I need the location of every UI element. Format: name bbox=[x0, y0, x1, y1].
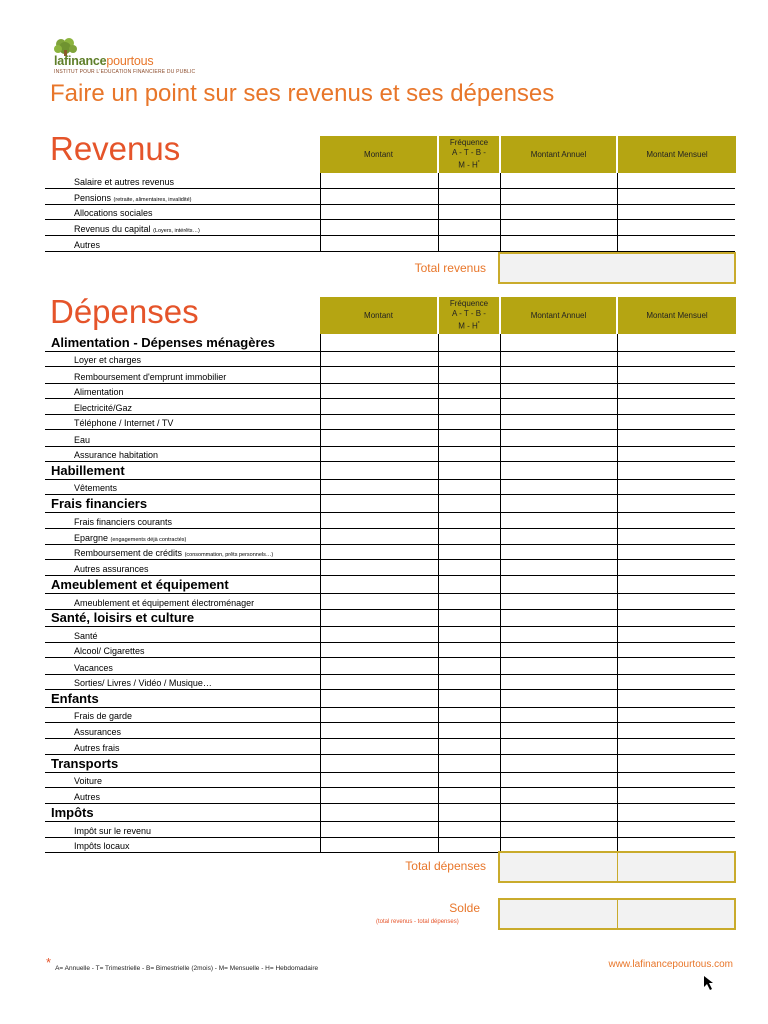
category-label: Alimentation - Dépenses ménagères bbox=[51, 335, 275, 350]
item-label: Pensions (retraite, alimentaires, invalidité) bbox=[74, 193, 192, 203]
depenses-cell[interactable] bbox=[501, 334, 617, 351]
depenses-cell[interactable] bbox=[321, 838, 438, 852]
depenses-row bbox=[45, 773, 735, 788]
depenses-cell[interactable] bbox=[501, 352, 617, 366]
depenses-cell[interactable] bbox=[439, 773, 500, 787]
header-frequence: Fréquence A - T - B - M - H* bbox=[439, 136, 499, 173]
depenses-cell[interactable] bbox=[321, 529, 438, 544]
depenses-row bbox=[45, 708, 735, 723]
item-label: Autres assurances bbox=[74, 564, 149, 574]
item-label: Remboursement d'emprunt immobilier bbox=[74, 372, 227, 382]
depenses-cell[interactable] bbox=[321, 399, 438, 414]
depenses-cell[interactable] bbox=[321, 430, 438, 446]
depenses-cell[interactable] bbox=[501, 643, 617, 657]
depenses-cell[interactable] bbox=[501, 708, 617, 722]
depenses-cell[interactable] bbox=[321, 447, 438, 461]
depenses-cell[interactable] bbox=[321, 690, 438, 707]
depenses-row bbox=[45, 723, 735, 739]
revenus-cell[interactable] bbox=[321, 189, 438, 204]
revenus-cell[interactable] bbox=[439, 205, 500, 219]
depenses-cell[interactable] bbox=[618, 610, 736, 626]
item-label: Assurances bbox=[74, 727, 122, 737]
depenses-row bbox=[45, 788, 735, 804]
depenses-cell[interactable] bbox=[501, 529, 617, 544]
depenses-cell[interactable] bbox=[618, 804, 736, 821]
depenses-row bbox=[45, 576, 735, 594]
depenses-cell[interactable] bbox=[501, 513, 617, 528]
logo-brand: lafinancepourtous bbox=[54, 54, 154, 68]
frequency-footnote: * A= Annuelle - T= Trimestrielle - B= Bimestrielle (2mois) - M= Mensuelle - H= Hebdomadaire bbox=[46, 955, 319, 972]
depenses-cell[interactable] bbox=[321, 576, 438, 593]
depenses-cell[interactable] bbox=[439, 399, 500, 414]
revenus-cell[interactable] bbox=[439, 220, 500, 235]
revenus-row bbox=[45, 173, 735, 189]
revenus-cell[interactable] bbox=[501, 220, 617, 235]
depenses-row bbox=[45, 399, 735, 415]
depenses-cell[interactable] bbox=[439, 480, 500, 494]
column-divider bbox=[500, 173, 501, 252]
revenus-cell[interactable] bbox=[618, 236, 736, 251]
depenses-cell[interactable] bbox=[439, 610, 500, 626]
depenses-cell[interactable] bbox=[321, 334, 438, 351]
depenses-row bbox=[45, 415, 735, 430]
depenses-row bbox=[45, 560, 735, 576]
revenus-cell[interactable] bbox=[618, 173, 736, 188]
depenses-cell[interactable] bbox=[439, 415, 500, 429]
header-montant-mensuel: Montant Mensuel bbox=[618, 136, 736, 173]
revenus-cell[interactable] bbox=[321, 205, 438, 219]
depenses-cell[interactable] bbox=[618, 384, 736, 398]
depenses-cell[interactable] bbox=[439, 384, 500, 398]
depenses-cell[interactable] bbox=[439, 838, 500, 852]
depenses-cell[interactable] bbox=[321, 462, 438, 479]
depenses-cell[interactable] bbox=[501, 594, 617, 609]
depenses-cell[interactable] bbox=[439, 576, 500, 593]
depenses-cell[interactable] bbox=[618, 352, 736, 366]
depenses-cell[interactable] bbox=[618, 480, 736, 494]
item-label: Téléphone / Internet / TV bbox=[74, 418, 174, 428]
depenses-row bbox=[45, 610, 735, 627]
depenses-cell[interactable] bbox=[439, 788, 500, 803]
depenses-row bbox=[45, 367, 735, 384]
depenses-cell[interactable] bbox=[439, 755, 500, 772]
depenses-cell[interactable] bbox=[618, 495, 736, 512]
depenses-cell[interactable] bbox=[321, 627, 438, 642]
depenses-cell[interactable] bbox=[501, 690, 617, 707]
depenses-cell[interactable] bbox=[501, 384, 617, 398]
column-divider bbox=[500, 334, 501, 853]
item-label: Ameublement et équipement électroménager bbox=[74, 598, 255, 608]
depenses-row bbox=[45, 675, 735, 690]
depenses-cell[interactable] bbox=[321, 708, 438, 722]
depenses-cell[interactable] bbox=[321, 658, 438, 674]
depenses-cell[interactable] bbox=[439, 495, 500, 512]
item-label: Eau bbox=[74, 435, 91, 445]
depenses-cell[interactable] bbox=[618, 739, 736, 754]
revenus-cell[interactable] bbox=[321, 236, 438, 251]
category-label: Habillement bbox=[51, 463, 125, 478]
revenus-cell[interactable] bbox=[501, 173, 617, 188]
logo-tagline: INSTITUT POUR L'EDUCATION FINANCIERE DU PUBLIC bbox=[54, 69, 196, 75]
depenses-cell[interactable] bbox=[321, 643, 438, 657]
depenses-cell[interactable] bbox=[321, 610, 438, 626]
depenses-cell[interactable] bbox=[501, 480, 617, 494]
depenses-cell[interactable] bbox=[501, 658, 617, 674]
depenses-cell[interactable] bbox=[439, 529, 500, 544]
category-label: Impôts bbox=[51, 805, 94, 820]
depenses-cell[interactable] bbox=[501, 399, 617, 414]
depenses-cell[interactable] bbox=[321, 480, 438, 494]
depenses-cell[interactable] bbox=[439, 690, 500, 707]
depenses-row bbox=[45, 690, 735, 708]
revenus-cell[interactable] bbox=[501, 205, 617, 219]
column-divider bbox=[438, 334, 439, 853]
depenses-cell[interactable] bbox=[439, 627, 500, 642]
depenses-cell[interactable] bbox=[501, 495, 617, 512]
depenses-cell[interactable] bbox=[321, 560, 438, 575]
depenses-cell[interactable] bbox=[501, 755, 617, 772]
header-frequence: Fréquence A - T - B - M - H* bbox=[439, 297, 499, 334]
header-montant: Montant bbox=[320, 297, 437, 334]
revenus-title: Revenus bbox=[50, 130, 181, 167]
column-divider bbox=[617, 173, 618, 252]
depenses-cell[interactable] bbox=[439, 708, 500, 722]
revenus-cell[interactable] bbox=[618, 189, 736, 204]
depenses-row bbox=[45, 430, 735, 447]
depenses-row bbox=[45, 529, 735, 545]
item-label: Autres frais bbox=[74, 743, 120, 753]
depenses-row bbox=[45, 658, 735, 675]
depenses-cell[interactable] bbox=[439, 643, 500, 657]
footnote-star: * bbox=[46, 955, 52, 970]
item-label: Sorties/ Livres / Vidéo / Musique… bbox=[74, 678, 212, 688]
item-label: Frais financiers courants bbox=[74, 517, 173, 527]
depenses-cell[interactable] bbox=[618, 430, 736, 446]
item-label: Salaire et autres revenus bbox=[74, 177, 175, 187]
revenus-cell[interactable] bbox=[321, 220, 438, 235]
depenses-cell[interactable] bbox=[618, 560, 736, 575]
depenses-row bbox=[45, 334, 735, 352]
revenus-cell[interactable] bbox=[321, 173, 438, 188]
depenses-cell[interactable] bbox=[618, 690, 736, 707]
item-label: Remboursement de crédits (consommation, prêts personnels…) bbox=[74, 548, 274, 558]
revenus-cell[interactable] bbox=[618, 220, 736, 235]
revenus-cell[interactable] bbox=[501, 189, 617, 204]
item-label: Vacances bbox=[74, 663, 113, 673]
depenses-cell[interactable] bbox=[618, 545, 736, 559]
depenses-cell[interactable] bbox=[439, 594, 500, 609]
depenses-cell[interactable] bbox=[501, 838, 617, 852]
depenses-cell[interactable] bbox=[321, 415, 438, 429]
depenses-cell[interactable] bbox=[439, 545, 500, 559]
depenses-cell[interactable] bbox=[501, 627, 617, 642]
item-label: Revenus du capital (Loyers, intérêts…) bbox=[74, 224, 200, 234]
depenses-cell[interactable] bbox=[618, 513, 736, 528]
solde-note: (total revenus - total dépenses) bbox=[376, 919, 459, 925]
depenses-cell[interactable] bbox=[321, 788, 438, 803]
depenses-row bbox=[45, 352, 735, 367]
depenses-cell[interactable] bbox=[618, 399, 736, 414]
depenses-row bbox=[45, 755, 735, 773]
solde-box[interactable] bbox=[498, 898, 736, 930]
depenses-row bbox=[45, 513, 735, 529]
depenses-row bbox=[45, 739, 735, 755]
solde-label: Solde bbox=[449, 901, 480, 915]
revenus-cell[interactable] bbox=[501, 236, 617, 251]
depenses-cell[interactable] bbox=[439, 822, 500, 837]
revenus-row bbox=[45, 236, 735, 252]
depenses-cell[interactable] bbox=[618, 529, 736, 544]
header-montant-annuel: Montant Annuel bbox=[501, 136, 616, 173]
depenses-cell[interactable] bbox=[501, 675, 617, 689]
depenses-cell[interactable] bbox=[618, 334, 736, 351]
item-label: Impôt sur le revenu bbox=[74, 826, 152, 836]
total-depenses-label: Total dépenses bbox=[405, 859, 486, 873]
depenses-row bbox=[45, 545, 735, 560]
depenses-cell[interactable] bbox=[501, 576, 617, 593]
revenus-cell[interactable] bbox=[439, 236, 500, 251]
item-label: Frais de garde bbox=[74, 711, 133, 721]
depenses-cell[interactable] bbox=[501, 822, 617, 837]
item-label: Vêtements bbox=[74, 483, 118, 493]
depenses-row bbox=[45, 804, 735, 822]
depenses-cell[interactable] bbox=[439, 723, 500, 738]
item-label: Electricité/Gaz bbox=[74, 403, 133, 413]
depenses-cell[interactable] bbox=[618, 643, 736, 657]
depenses-cell[interactable] bbox=[321, 739, 438, 754]
depenses-cell[interactable] bbox=[439, 675, 500, 689]
depenses-cell[interactable] bbox=[321, 545, 438, 559]
depenses-cell[interactable] bbox=[501, 545, 617, 559]
category-label: Frais financiers bbox=[51, 496, 148, 511]
item-label: Impôts locaux bbox=[74, 841, 130, 851]
depenses-cell[interactable] bbox=[618, 773, 736, 787]
depenses-title: Dépenses bbox=[50, 293, 199, 330]
category-label: Ameublement et équipement bbox=[51, 577, 229, 592]
depenses-cell[interactable] bbox=[439, 352, 500, 366]
item-label: Alimentation bbox=[74, 387, 124, 397]
item-label: Voiture bbox=[74, 776, 103, 786]
column-divider bbox=[617, 334, 618, 853]
depenses-cell[interactable] bbox=[321, 513, 438, 528]
depenses-cell[interactable] bbox=[439, 334, 500, 351]
item-label: Assurance habitation bbox=[74, 450, 159, 460]
depenses-cell[interactable] bbox=[321, 822, 438, 837]
depenses-cell[interactable] bbox=[439, 658, 500, 674]
depenses-cell[interactable] bbox=[439, 367, 500, 383]
depenses-cell[interactable] bbox=[501, 560, 617, 575]
depenses-cell[interactable] bbox=[618, 675, 736, 689]
item-label: Alcool/ Cigarettes bbox=[74, 646, 145, 656]
column-divider bbox=[438, 173, 439, 252]
depenses-cell[interactable] bbox=[321, 367, 438, 383]
category-label: Transports bbox=[51, 756, 119, 771]
item-label: Allocations sociales bbox=[74, 208, 153, 218]
depenses-row bbox=[45, 480, 735, 495]
category-label: Santé, loisirs et culture bbox=[51, 610, 195, 625]
depenses-row bbox=[45, 822, 735, 838]
depenses-cell[interactable] bbox=[321, 773, 438, 787]
depenses-cell[interactable] bbox=[439, 560, 500, 575]
depenses-cell[interactable] bbox=[501, 804, 617, 821]
total-revenus-box[interactable] bbox=[498, 252, 736, 284]
depenses-cell[interactable] bbox=[439, 739, 500, 754]
depenses-cell[interactable] bbox=[321, 755, 438, 772]
depenses-cell[interactable] bbox=[618, 822, 736, 837]
depenses-cell[interactable] bbox=[618, 367, 736, 383]
depenses-cell[interactable] bbox=[321, 804, 438, 821]
depenses-cell[interactable] bbox=[618, 658, 736, 674]
total-revenus-label: Total revenus bbox=[414, 261, 486, 275]
website-link[interactable]: www.lafinancepourtous.com bbox=[608, 959, 733, 970]
depenses-cell[interactable] bbox=[439, 804, 500, 821]
cursor-arrow-icon bbox=[703, 975, 719, 991]
depenses-cell[interactable] bbox=[618, 462, 736, 479]
depenses-cell[interactable] bbox=[321, 723, 438, 738]
depenses-cell[interactable] bbox=[501, 610, 617, 626]
header-montant: Montant bbox=[320, 136, 437, 173]
depenses-row bbox=[45, 384, 735, 399]
depenses-cell[interactable] bbox=[618, 594, 736, 609]
revenus-row bbox=[45, 205, 735, 220]
depenses-cell[interactable] bbox=[501, 739, 617, 754]
depenses-cell[interactable] bbox=[501, 462, 617, 479]
depenses-cell[interactable] bbox=[618, 723, 736, 738]
revenus-cell[interactable] bbox=[439, 173, 500, 188]
revenus-row bbox=[45, 220, 735, 236]
depenses-cell[interactable] bbox=[618, 838, 736, 852]
depenses-cell[interactable] bbox=[321, 675, 438, 689]
depenses-cell[interactable] bbox=[501, 773, 617, 787]
item-label: Autres bbox=[74, 240, 101, 250]
depenses-row bbox=[45, 462, 735, 480]
depenses-cell[interactable] bbox=[501, 447, 617, 461]
revenus-row bbox=[45, 189, 735, 205]
item-label: Autres bbox=[74, 792, 101, 802]
revenus-cell[interactable] bbox=[618, 205, 736, 219]
site-logo bbox=[48, 38, 208, 78]
total-depenses-box[interactable] bbox=[498, 851, 736, 883]
depenses-cell[interactable] bbox=[618, 415, 736, 429]
depenses-cell[interactable] bbox=[321, 495, 438, 512]
depenses-cell[interactable] bbox=[501, 430, 617, 446]
depenses-cell[interactable] bbox=[618, 708, 736, 722]
item-label: Epargne (engagements déjà contractés) bbox=[74, 533, 187, 543]
item-label: Santé bbox=[74, 631, 98, 641]
depenses-row bbox=[45, 594, 735, 610]
column-divider bbox=[320, 334, 321, 853]
depenses-cell[interactable] bbox=[439, 430, 500, 446]
depenses-cell[interactable] bbox=[501, 415, 617, 429]
header-montant-mensuel: Montant Mensuel bbox=[618, 297, 736, 334]
depenses-cell[interactable] bbox=[618, 447, 736, 461]
depenses-cell[interactable] bbox=[439, 447, 500, 461]
depenses-row bbox=[45, 643, 735, 658]
depenses-cell[interactable] bbox=[321, 594, 438, 609]
category-label: Enfants bbox=[51, 691, 99, 706]
depenses-cell[interactable] bbox=[321, 384, 438, 398]
depenses-cell[interactable] bbox=[501, 788, 617, 803]
depenses-cell[interactable] bbox=[321, 352, 438, 366]
header-montant-annuel: Montant Annuel bbox=[501, 297, 616, 334]
item-label: Loyer et charges bbox=[74, 355, 142, 365]
depenses-cell[interactable] bbox=[439, 513, 500, 528]
depenses-row bbox=[45, 447, 735, 462]
depenses-cell[interactable] bbox=[618, 576, 736, 593]
depenses-cell[interactable] bbox=[501, 367, 617, 383]
depenses-cell[interactable] bbox=[618, 755, 736, 772]
depenses-cell[interactable] bbox=[501, 723, 617, 738]
depenses-cell[interactable] bbox=[618, 627, 736, 642]
depenses-row bbox=[45, 495, 735, 513]
revenus-cell[interactable] bbox=[439, 189, 500, 204]
page-title: Faire un point sur ses revenus et ses dépenses bbox=[50, 80, 555, 107]
column-divider bbox=[320, 173, 321, 252]
depenses-cell[interactable] bbox=[618, 788, 736, 803]
depenses-cell[interactable] bbox=[439, 462, 500, 479]
depenses-row bbox=[45, 627, 735, 643]
